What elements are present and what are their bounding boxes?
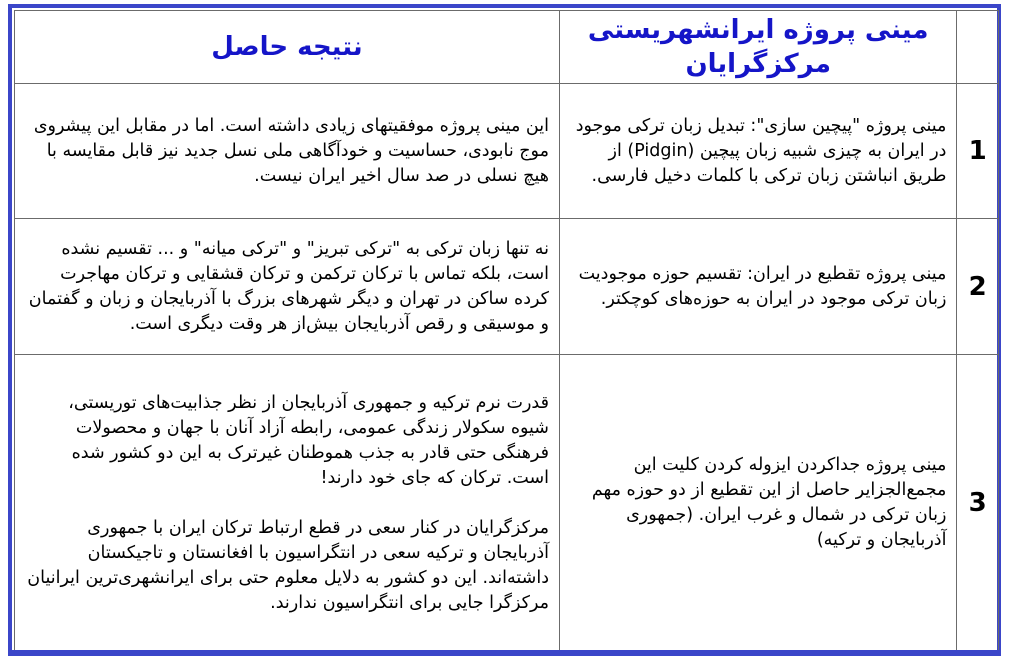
table-row: [15, 219, 999, 355]
result-description: [15, 355, 560, 652]
comparison-table: [14, 10, 999, 652]
result-paragraph-2: مرکزگرایان در کنار سعی در قطع ارتباط ترکان ایران با جمهوری آذربایجان و ترکیه سعی در انتگراسیون با افغانستان و تاجیکستان داشته‌اند. این دو کشور به دلایل معلوم حتی برای ایرانشهری‌ترین ایرانیان مرکزگرا جایی برای انتگراسیون ندارند.: [27, 517, 549, 613]
project-description: مینی پروژه "پیچین سازی": تبدیل زبان ترکی موجود در ایران به چیزی شبیه زبان پیچین (Pidgin) از طریق انباشتن زبان ترکی با کلمات دخیل فارسی.: [559, 84, 956, 219]
header-project-title: مینی پروژه ایرانشهریستی مرکزگرایان: [559, 11, 956, 84]
row-number: 3: [957, 355, 999, 652]
project-description: مینی پروژه تقطیع در ایران: تقسیم حوزه موجودیت زبان ترکی موجود در ایران به حوزه‌های کوچکتر.: [559, 219, 956, 355]
result-description: این مینی پروژه موفقیتهای زیادی داشته است. اما در مقابل این پیشروی موج نابودی، حساسیت و خودآگاهی ملی نسل جدید نیز قابل مقایسه با هیچ نسلی در صد سال اخیر ایران نیست.: [15, 84, 560, 219]
paragraph-gap: [25, 491, 549, 516]
table-row: [15, 355, 999, 652]
header-result-title: نتیجه حاصل: [15, 11, 560, 84]
table-row: [15, 84, 999, 219]
project-description: مینی پروژه جداکردن ایزوله کردن کلیت این مجمع‌الجزایر حاصل از این تقطیع از دو حوزه مهم زبان ترکی در شمال و غرب ایران. (جمهوری آذربایجان و ترکیه): [559, 355, 956, 652]
bottom-border: [8, 650, 1001, 656]
row-number: 2: [957, 219, 999, 355]
row-number: 1: [957, 84, 999, 219]
header-number-cell: [957, 11, 999, 84]
result-paragraph-1: قدرت نرم ترکیه و جمهوری آذربایجان از نظر جذابیت‌های توریستی، شیوه سکولار زندگی عمومی، رابطه آزاد آنان با جهان و محصولات فرهنگی حتی قادر به جذب هموطنان غیرترک به این دو کشور شده است. ترکان که جای خود دارند!: [68, 392, 549, 488]
result-description: نه تنها زبان ترکی به "ترکی تبریز" و "ترکی میانه" و ... تقسیم نشده است، بلکه تماس با ترکان ترکمن و ترکان قشقایی و ترکان مهاجرت کرده ساکن در تهران و دیگر شهرهای بزرگ با آذربایجان و زبان و گفتمان و موسیقی و رقص آذربایجان بیش‌از هر وقت دیگری است.: [15, 219, 560, 355]
table-header-row: [15, 11, 999, 84]
